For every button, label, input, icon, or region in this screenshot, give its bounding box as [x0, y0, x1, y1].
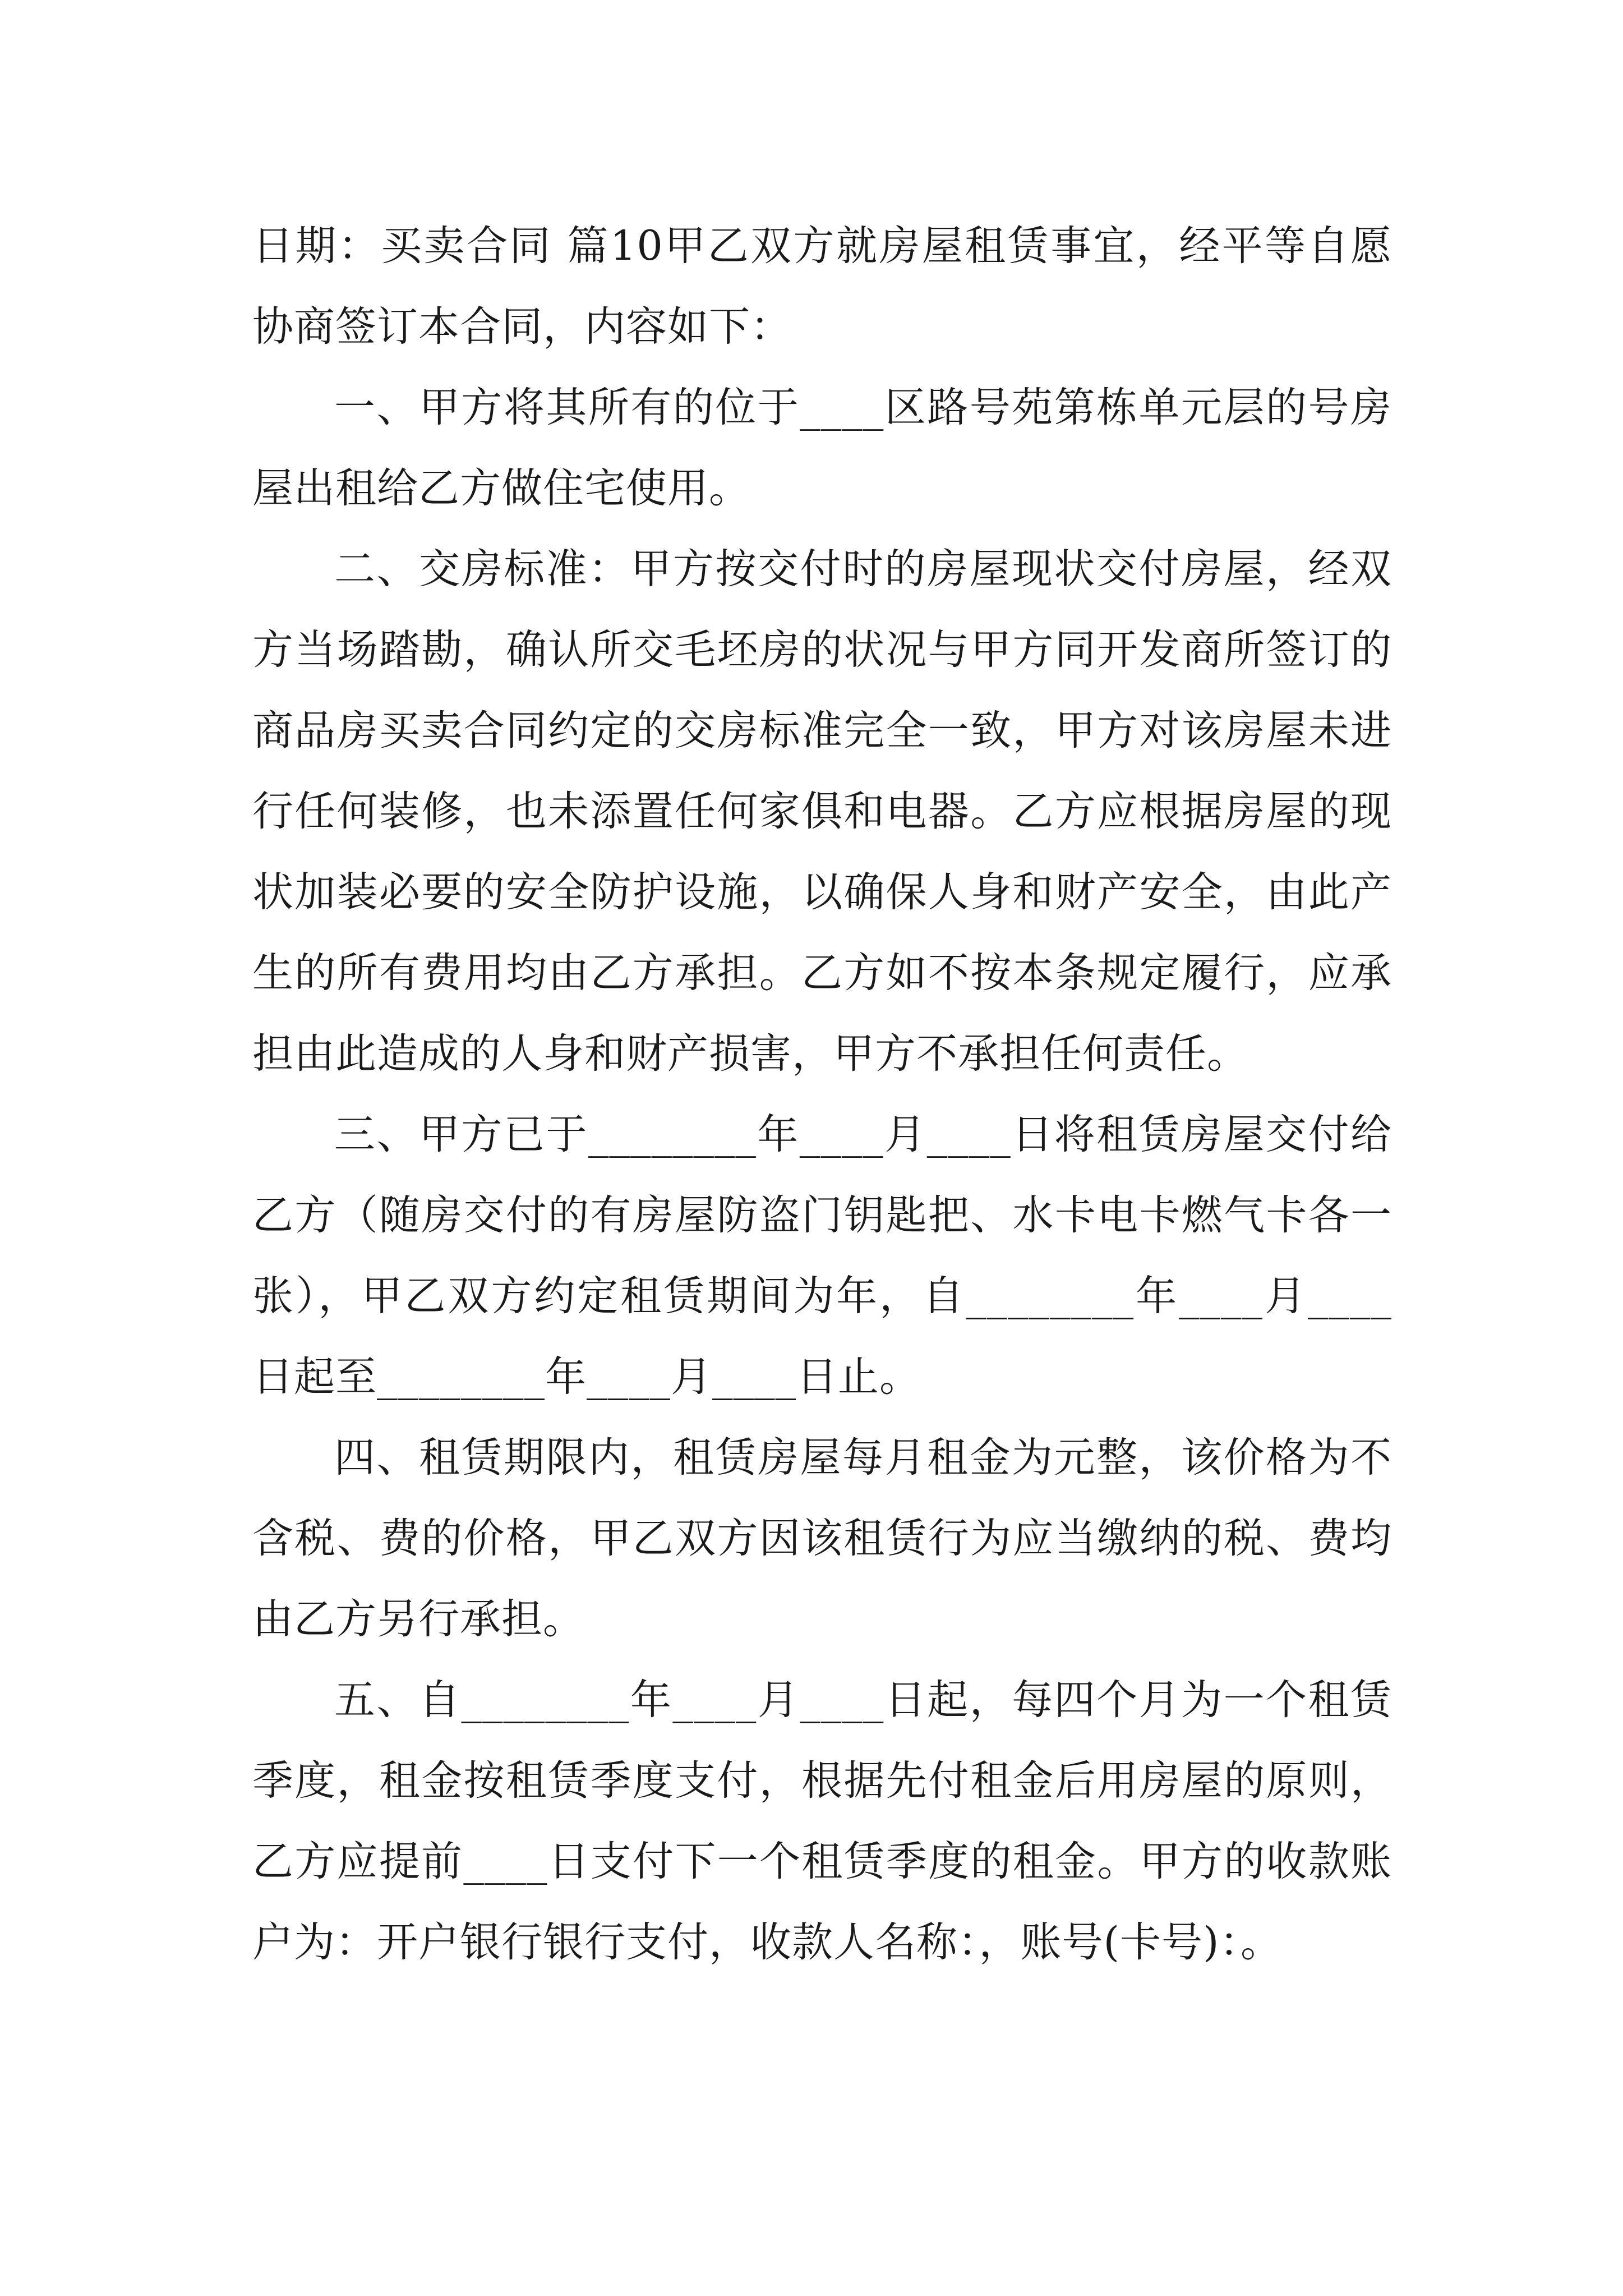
paragraph-clause-2: 二、交房标准：甲方按交付时的房屋现状交付房屋，经双方当场踏勘，确认所交毛坯房的状况与甲方同开发商所签订的商品房买卖合同约定的交房标准完全一致，甲方对该房屋未进行任何装修，也未添置任何家俱和电器。乙方应根据房屋的现状加装必要的安全防护设施，以确保人身和财产安全，由此产生的所有费用均由乙方承担。乙方如不按本条规定履行，应承担由此造成的人身和财产损害，甲方不承担任何责任。	[252, 545, 1392, 1078]
paragraph-clause-5: 五、自________年____月____日起，每四个月为一个租赁季度，租金按租赁季度支付，根据先付租金后用房屋的原则，乙方应提前____日支付下一个租赁季度的租金。甲方的收款账户为：开户银行银行支付，收款人名称：，账号(卡号)：。	[252, 1676, 1392, 1966]
paragraph-clause-3: 三、甲方已于________年____月____日将租赁房屋交付给乙方（随房交付的有房屋防盗门钥匙把、水卡电卡燃气卡各一张），甲乙双方约定租赁期间为年，自________年____月____日起至________年____月____日止。	[252, 1111, 1392, 1401]
paragraph-clause-4: 四、租赁期限内，租赁房屋每月租金为元整，该价格为不含税、费的价格，甲乙双方因该租赁行为应当缴纳的税、费均由乙方另行承担。	[252, 1434, 1392, 1643]
paragraph-clause-1: 一、甲方将其所有的位于____区路号苑第栋单元层的号房屋出租给乙方做住宅使用。	[252, 384, 1392, 512]
document-body	[252, 206, 1392, 1983]
paragraph-intro: 日期：买卖合同 篇10甲乙双方就房屋租赁事宜，经平等自愿协商签订本合同，内容如下：	[252, 222, 1392, 351]
